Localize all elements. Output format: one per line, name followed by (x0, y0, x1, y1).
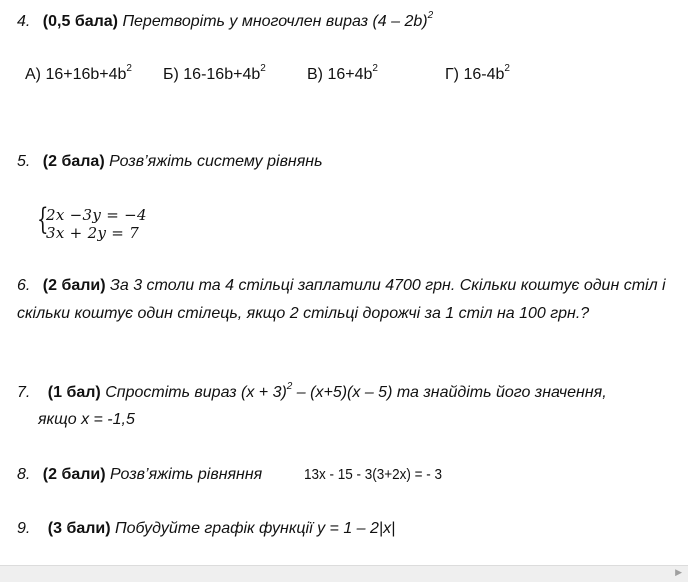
q4-number: 4. (17, 13, 31, 30)
q4-line (17, 9, 434, 31)
q8-points: (2 бали) (42, 466, 106, 483)
q7-points: (1 бал) (47, 384, 101, 401)
q6-points: (2 бали) (42, 277, 106, 294)
q4-option-b: Б) $16-16b+4b^2$ (163, 62, 266, 83)
q5-line (17, 153, 323, 171)
q7-exp: 2 (286, 380, 293, 392)
q7-line (17, 380, 607, 402)
q7-text-a: Спростіть вираз (x + 3) (105, 384, 287, 401)
q4-option-c: В) $16+4b^2$ (307, 62, 378, 83)
horizontal-scrollbar[interactable] (0, 565, 688, 582)
q4-exp: 2 (427, 9, 434, 21)
scroll-right-arrow-icon[interactable]: ▶ (675, 568, 682, 578)
q5-text: Розв’яжіть систему рівнянь (109, 153, 323, 170)
q5-points: (2 бала) (42, 153, 105, 170)
q8-equation: 13x - 15 - 3(3+2x) = - 3 (304, 466, 443, 483)
q8-text: Розв’яжіть рівняння (110, 466, 263, 483)
q5-equation-1: 2x −3y = −4 (46, 206, 147, 224)
q5-number: 5. (17, 153, 31, 170)
q8-line (17, 466, 262, 484)
q6-block (17, 272, 681, 328)
q9-number: 9. (17, 520, 31, 537)
q6-text: За 3 столи та 4 стільці заплатили 4700 грн. Скільки коштує один стіл і скільки коштує один стілець, якщо 2 стільці дорожчі за 1 стіл на 100 грн.? (17, 277, 666, 322)
q5-equation-2: 3x + 2y = 7 (46, 224, 140, 242)
q7-number: 7. (17, 384, 31, 401)
q6-number: 6. (17, 277, 31, 294)
q4-text: Перетворіть у многочлен вираз (4 – 2b) (122, 13, 428, 30)
q9-points: (3 бали) (47, 520, 111, 537)
system-brace: { (37, 202, 49, 237)
q4-points: (0,5 бала) (42, 13, 118, 30)
q4-option-d: Г) $16-4b^2$ (445, 62, 510, 83)
q7-text-c: якщо x = -1,5 (38, 411, 135, 428)
q8-number: 8. (17, 466, 31, 483)
q9-line (17, 520, 395, 538)
q4-option-a: А) $16+16b+4b^2$ (25, 62, 132, 83)
q9-text: Побудуйте графік функції y = 1 – 2|x| (115, 520, 396, 537)
q7-text-b: – (x+5)(x – 5) та знайдіть його значення, (292, 384, 607, 401)
